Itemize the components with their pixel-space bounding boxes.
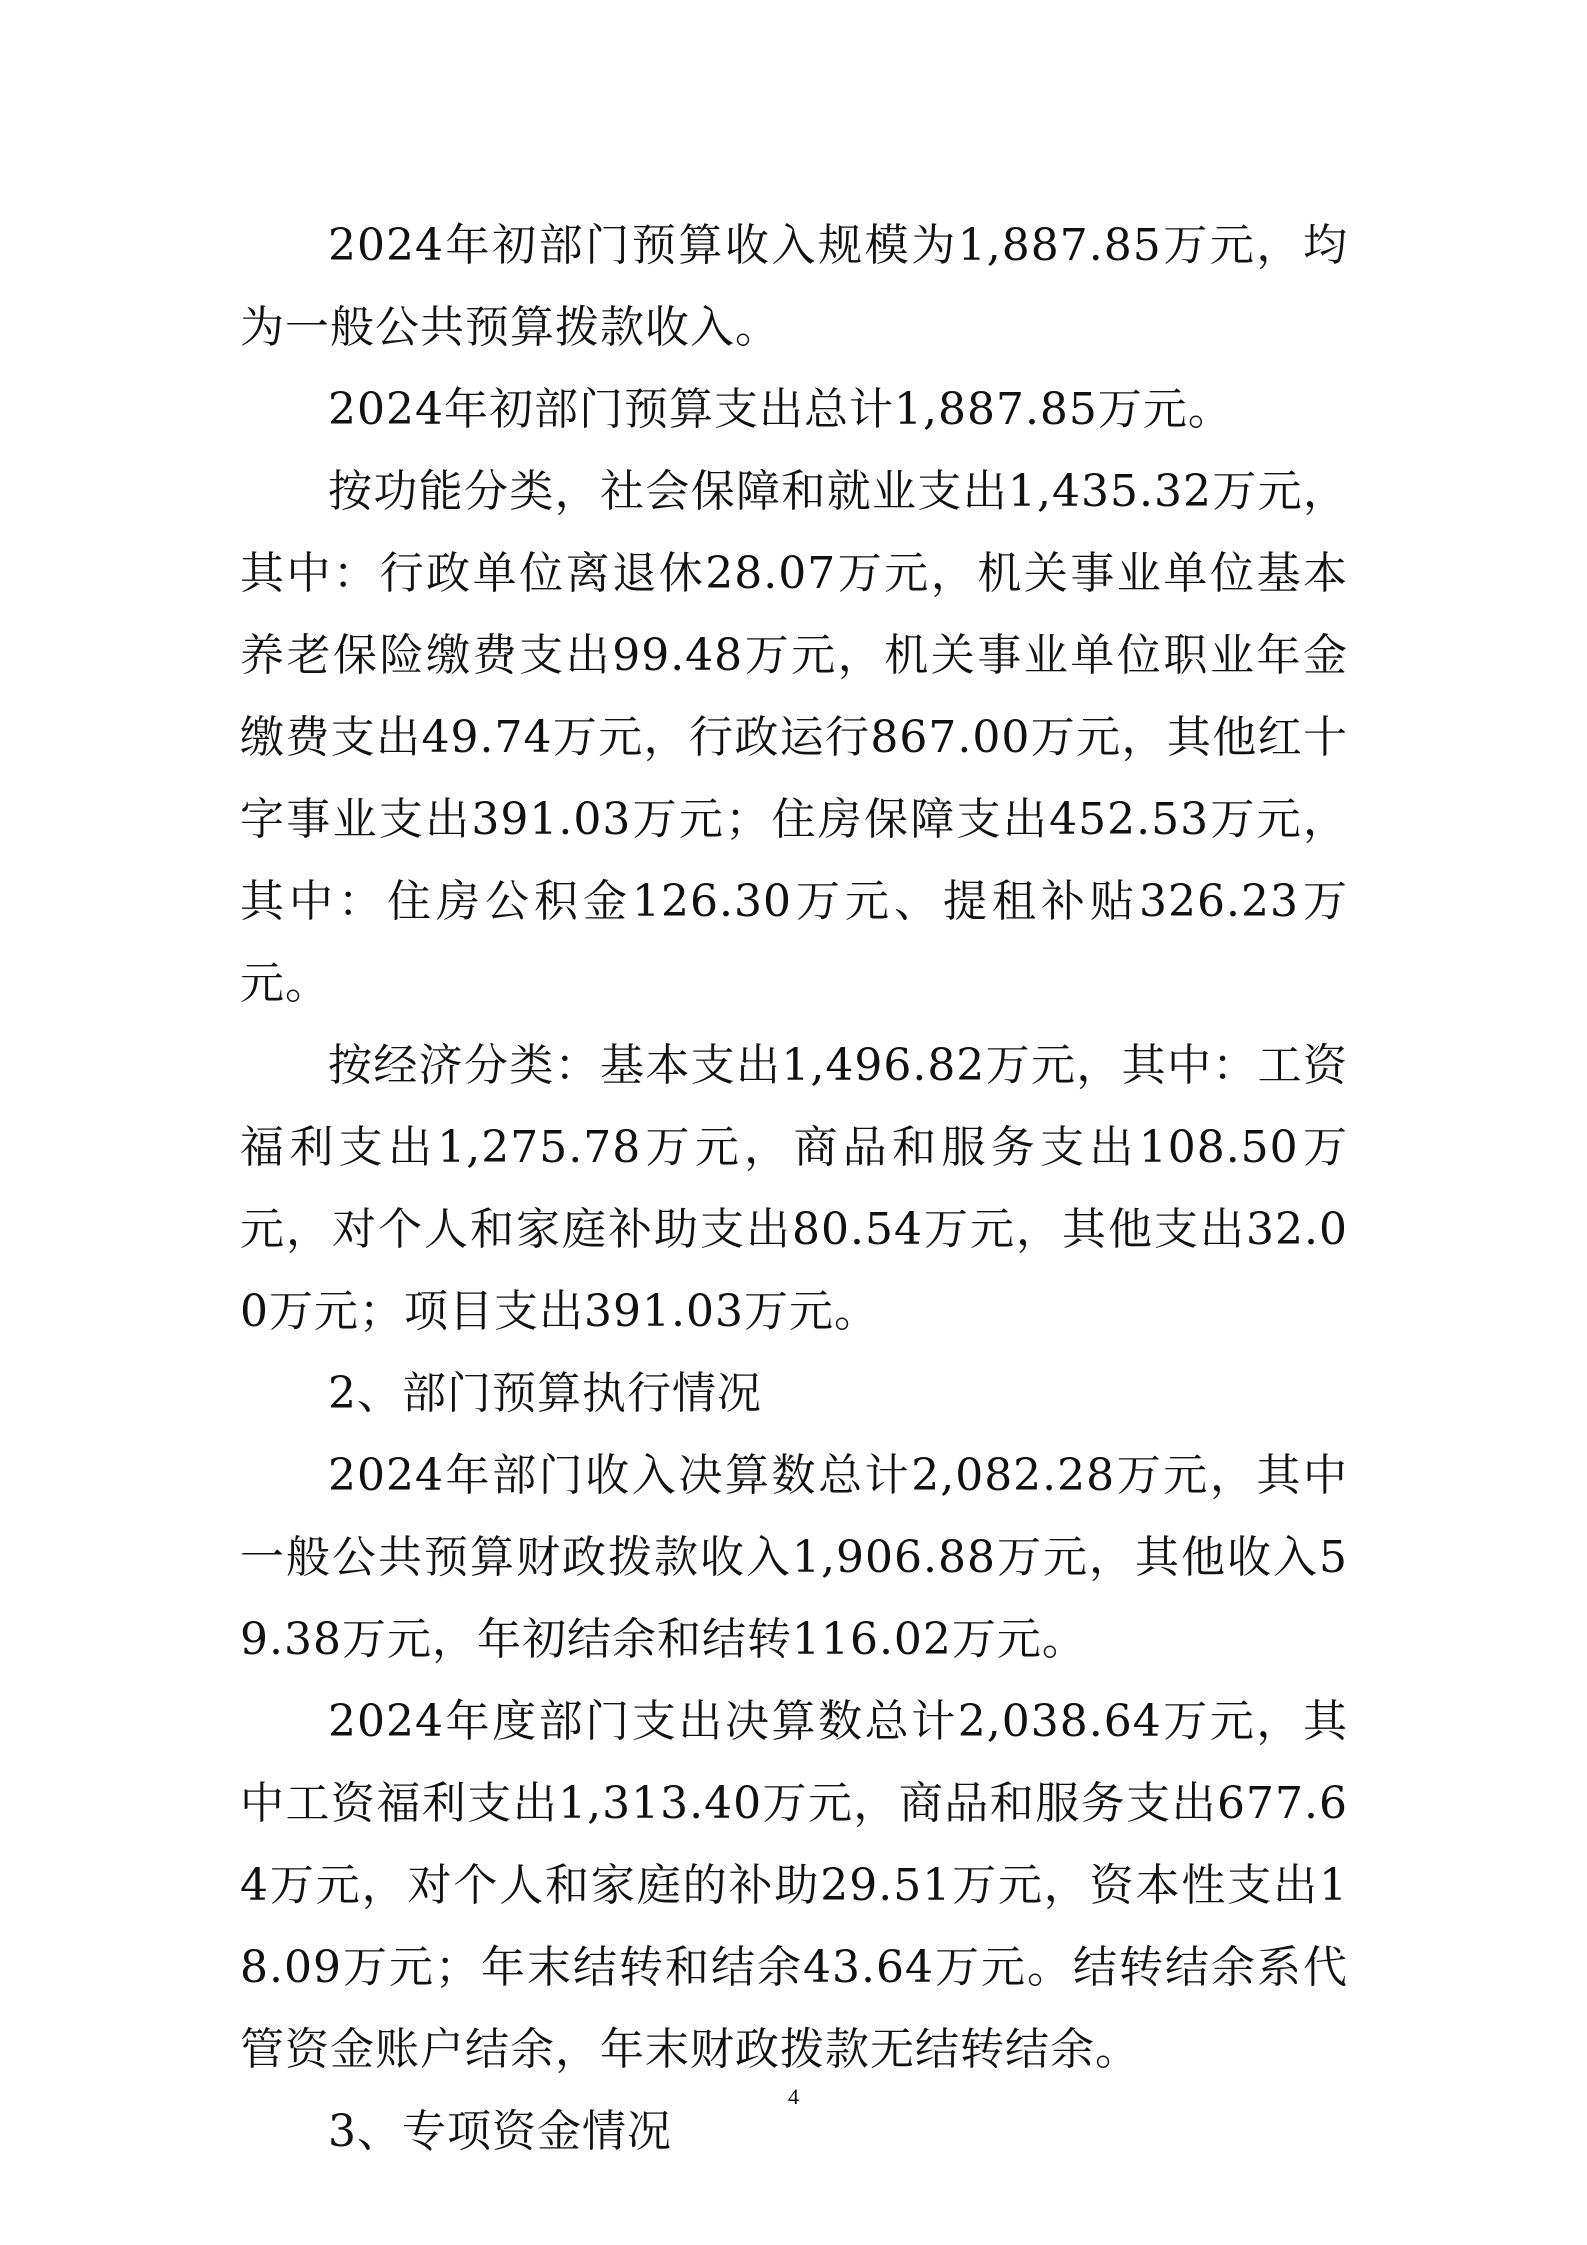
paragraph-final-income: 2024年部门收入决算数总计2,082.28万元，其中一般公共预算财政拨款收入1,906.88万元，其他收入59.38万元，年初结余和结转116.02万元。: [240, 1450, 1348, 1665]
page-number: 4: [788, 2084, 799, 2109]
section-heading-budget-execution: 2、部门预算执行情况: [328, 1368, 762, 1419]
paragraph-final-expenditure: 2024年度部门支出决算数总计2,038.64万元，其中工资福利支出1,313.40万元，商品和服务支出677.64万元，对个人和家庭的补助29.51万元，资本性支出18.09万元；年末结转和结余43.64万元。结转结余系代管资金账户结余，年末财政拨款无结转结余。: [240, 1696, 1348, 2075]
paragraph-economic-classification: 按经济分类：基本支出1,496.82万元，其中：工资福利支出1,275.78万元，商品和服务支出108.50万元，对个人和家庭补助支出80.54万元，其他支出32.00万元；项目支出391.03万元。: [240, 1040, 1348, 1337]
paragraph-budget-income: 2024年初部门预算收入规模为1,887.85万元，均为一般公共预算拨款收入。: [240, 220, 1348, 353]
section-heading-special-funds: 3、专项资金情况: [328, 2106, 672, 2157]
paragraph-functional-classification: 按功能分类，社会保障和就业支出1,435.32万元，其中：行政单位离退休28.07万元，机关事业单位基本养老保险缴费支出99.48万元，机关事业单位职业年金缴费支出49.74万元，行政运行867.00万元，其他红十字事业支出391.03万元；住房保障支出452.53万元，其中：住房公积金126.30万元、提租补贴326.23万元。: [240, 466, 1348, 1009]
paragraph-budget-expenditure: 2024年初部门预算支出总计1,887.85万元。: [328, 384, 1233, 435]
document-body: [240, 205, 1348, 2173]
